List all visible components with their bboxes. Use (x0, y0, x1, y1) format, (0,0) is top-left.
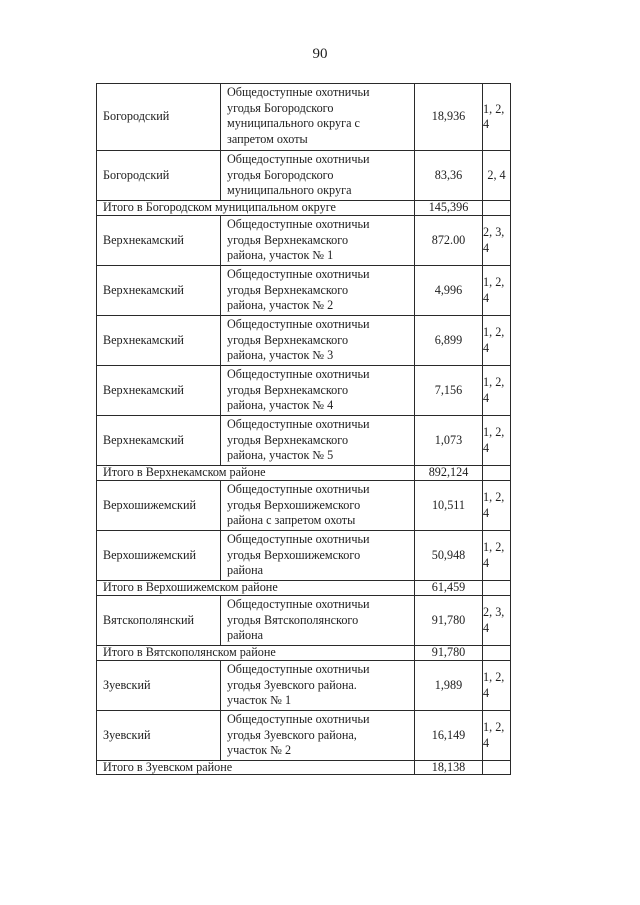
description-line: района (227, 628, 264, 642)
description-cell (220, 315, 414, 365)
total-codes-cell (482, 465, 511, 480)
description-line: угодья Верхнекамского (227, 332, 349, 347)
area-cell: 10,511 (414, 480, 482, 530)
description-line: района, участок № 5 (227, 448, 334, 462)
description-line: муниципального округа с (227, 116, 360, 130)
district-cell: Богородский (96, 83, 220, 150)
district-cell: Зуевский (96, 660, 220, 710)
table-row (96, 83, 511, 150)
table-row (96, 150, 511, 200)
table-row (96, 710, 511, 760)
district-cell: Верхнекамский (96, 215, 220, 265)
description-cell (220, 215, 414, 265)
codes-cell: 1, 2, 4 (482, 315, 511, 365)
description-cell (220, 265, 414, 315)
total-area-cell: 892,124 (414, 465, 482, 480)
area-cell: 91,780 (414, 595, 482, 645)
district-cell: Верхнекамский (96, 265, 220, 315)
description-line: Общедоступные охотничьи (227, 317, 370, 331)
description-line: Общедоступные охотничьи (227, 712, 370, 726)
area-cell: 1,989 (414, 660, 482, 710)
total-codes-cell (482, 645, 511, 660)
total-codes-cell (482, 580, 511, 595)
hunting-grounds-table (96, 83, 511, 775)
total-label-cell: Итого в Верхошижемском районе (96, 580, 414, 595)
area-cell: 872.00 (414, 215, 482, 265)
total-area-cell: 145,396 (414, 200, 482, 215)
total-area-cell: 91,780 (414, 645, 482, 660)
table-row (96, 265, 511, 315)
description-line: Общедоступные охотничьи (227, 217, 370, 231)
district-cell: Зуевский (96, 710, 220, 760)
description-line: Общедоступные охотничьи (227, 267, 370, 281)
table-row (96, 415, 511, 465)
area-cell: 1,073 (414, 415, 482, 465)
description-line: Общедоступные охотничьи (227, 482, 370, 496)
description-line: угодья Зуевского района, (227, 727, 357, 742)
description-cell (220, 595, 414, 645)
table-row (96, 315, 511, 365)
district-cell: Верхнекамский (96, 415, 220, 465)
codes-cell: 1, 2, 4 (482, 83, 511, 150)
description-line: угодья Богородского (227, 167, 334, 182)
description-line: угодья Верхнекамского (227, 382, 349, 397)
district-cell: Верхошижемский (96, 530, 220, 580)
codes-cell: 1, 2, 4 (482, 265, 511, 315)
description-line: района, участок № 1 (227, 248, 334, 262)
total-codes-cell (482, 760, 511, 775)
total-label-cell: Итого в Богородском муниципальном округе (96, 200, 414, 215)
description-line: района с запретом охоты (227, 513, 356, 527)
total-area-cell: 61,459 (414, 580, 482, 595)
total-row (96, 465, 511, 480)
table-row (96, 530, 511, 580)
description-cell (220, 660, 414, 710)
district-cell: Вятскополянский (96, 595, 220, 645)
total-row (96, 760, 511, 775)
district-cell: Верхнекамский (96, 365, 220, 415)
district-cell: Богородский (96, 150, 220, 200)
page-number: 90 (312, 46, 328, 62)
district-cell: Верхошижемский (96, 480, 220, 530)
description-line: запретом охоты (227, 131, 308, 146)
description-cell (220, 480, 414, 530)
area-cell: 4,996 (414, 265, 482, 315)
area-cell: 6,899 (414, 315, 482, 365)
codes-cell: 2, 3, 4 (482, 595, 511, 645)
area-cell: 18,936 (414, 83, 482, 150)
total-label-cell: Итого в Верхнекамском районе (96, 465, 414, 480)
description-line: угодья Верхошижемского (227, 497, 361, 512)
description-line: угодья Верхнекамского (227, 232, 349, 247)
description-line: района, участок № 3 (227, 348, 334, 362)
description-cell (220, 150, 414, 200)
total-codes-cell (482, 200, 511, 215)
total-label-cell: Итого в Вятскополянском районе (96, 645, 414, 660)
codes-cell: 1, 2, 4 (482, 415, 511, 465)
description-line: участок № 2 (227, 743, 292, 757)
table-row (96, 365, 511, 415)
description-line: участок № 1 (227, 693, 292, 707)
codes-cell: 2, 3, 4 (482, 215, 511, 265)
description-line: Общедоступные охотничьи (227, 662, 370, 676)
description-cell (220, 83, 414, 150)
description-cell (220, 365, 414, 415)
description-line: угодья Богородского (227, 100, 334, 115)
description-line: Общедоступные охотничьи (227, 417, 370, 431)
description-line: муниципального округа (227, 183, 352, 197)
total-row (96, 580, 511, 595)
description-line: угодья Верхошижемского (227, 547, 361, 562)
codes-cell: 1, 2, 4 (482, 530, 511, 580)
codes-cell: 1, 2, 4 (482, 710, 511, 760)
codes-cell: 1, 2, 4 (482, 480, 511, 530)
table-row (96, 480, 511, 530)
description-line: Общедоступные охотничьи (227, 85, 370, 99)
table-row (96, 595, 511, 645)
description-line: угодья Вятскополянского (227, 612, 359, 627)
description-cell (220, 415, 414, 465)
codes-cell: 1, 2, 4 (482, 365, 511, 415)
table-row (96, 215, 511, 265)
description-line: угодья Верхнекамского (227, 282, 349, 297)
description-cell (220, 530, 414, 580)
district-cell: Верхнекамский (96, 315, 220, 365)
area-cell: 50,948 (414, 530, 482, 580)
description-line: района (227, 563, 264, 577)
codes-cell: 2, 4 (482, 150, 511, 200)
area-cell: 7,156 (414, 365, 482, 415)
total-area-cell: 18,138 (414, 760, 482, 775)
description-line: района, участок № 4 (227, 398, 334, 412)
codes-cell: 1, 2, 4 (482, 660, 511, 710)
description-line: Общедоступные охотничьи (227, 152, 370, 166)
total-row (96, 200, 511, 215)
area-cell: 16,149 (414, 710, 482, 760)
total-label-cell: Итого в Зуевском районе (96, 760, 414, 775)
description-line: района, участок № 2 (227, 298, 334, 312)
description-line: Общедоступные охотничьи (227, 367, 370, 381)
area-cell: 83,36 (414, 150, 482, 200)
description-line: Общедоступные охотничьи (227, 597, 370, 611)
description-line: Общедоступные охотничьи (227, 532, 370, 546)
description-line: угодья Зуевского района. (227, 677, 357, 692)
description-line: угодья Верхнекамского (227, 432, 349, 447)
total-row (96, 645, 511, 660)
table-row (96, 660, 511, 710)
description-cell (220, 710, 414, 760)
